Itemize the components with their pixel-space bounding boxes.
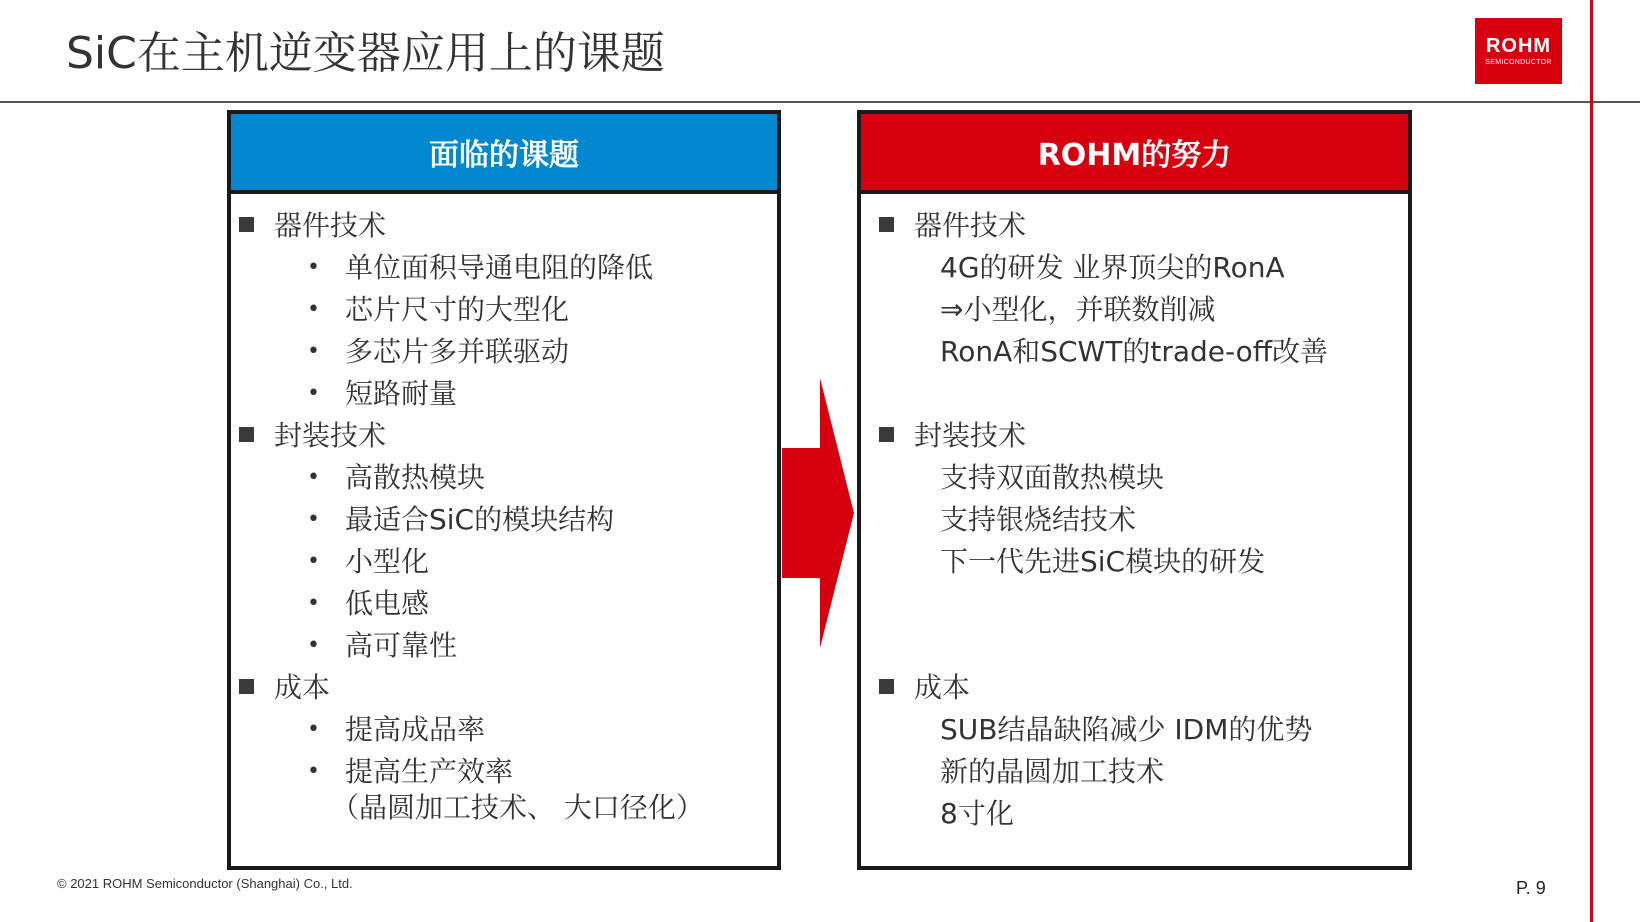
logo-main-text: ROHM (1485, 35, 1552, 57)
list-item: 新的晶圆加工技术 (940, 755, 1165, 788)
right-arrow-icon (782, 378, 854, 648)
square-bullet-icon (239, 679, 254, 694)
dot-bullet-icon: • (307, 255, 320, 280)
list-item: RonA和SCWT的trade-off改善 (940, 335, 1329, 368)
dot-bullet-icon: • (307, 297, 320, 322)
list-item-note: （晶圆加工技术、 大口径化） (331, 791, 704, 824)
list-item: ⇒小型化，并联数削减 (940, 293, 1216, 326)
dot-bullet-icon: • (307, 339, 320, 364)
section-heading: 器件技术 (879, 208, 1026, 244)
dot-bullet-icon: • (307, 465, 320, 490)
section-heading: 封装技术 (879, 418, 1026, 454)
square-bullet-icon (239, 217, 254, 232)
list-item: 支持双面散热模块 (940, 461, 1165, 494)
copyright-footer: © 2021 ROHM Semiconductor (Shanghai) Co., Ltd. (57, 876, 353, 891)
title-divider (0, 101, 1640, 103)
challenges-panel: 面临的课题 器件技术 • 单位面积导通电阻的降低 • 芯片尺寸的大型化 • 多芯片多并联驱动 • 短路耐量 封装技术 • 高散热模块 • 最适合SiC的模块结构 • 小型化 • 低电感 • 高可靠性 成本 • 提高成品率 • 提高生产效率 （晶圆加工技术、 大口径化） (227, 110, 781, 870)
square-bullet-icon (879, 427, 894, 442)
challenges-heading: 面临的课题 (231, 114, 777, 194)
rohm-logo (1475, 18, 1562, 84)
dot-bullet-icon: • (307, 633, 320, 658)
page-title: SiC在主机逆变器应用上的课题 (66, 28, 665, 79)
list-item: 下一代先进SiC模块的研发 (940, 545, 1266, 578)
dot-bullet-icon: • (307, 717, 320, 742)
square-bullet-icon (879, 217, 894, 232)
list-item: 4G的研发 业界顶尖的RonA (940, 251, 1285, 284)
dot-bullet-icon: • (307, 549, 320, 574)
right-edge-divider (1590, 0, 1593, 922)
list-item: SUB结晶缺陷减少 IDM的优势 (940, 713, 1313, 746)
page-number: P. 9 (1516, 878, 1546, 898)
section-heading: 成本 (879, 670, 970, 706)
rohm-efforts-panel (857, 110, 1412, 870)
logo-sub-text: SEMICONDUCTOR (1485, 59, 1552, 66)
dot-bullet-icon: • (307, 591, 320, 616)
dot-bullet-icon: • (307, 759, 320, 784)
square-bullet-icon (239, 427, 254, 442)
section-heading: 封装技术 (239, 418, 386, 454)
rohm-efforts-heading: ROHM的努力 (861, 114, 1408, 194)
list-item: 支持银烧结技术 (940, 503, 1137, 536)
list-item: 8寸化 (940, 797, 1014, 830)
dot-bullet-icon: • (307, 507, 320, 532)
section-heading: 器件技术 (239, 208, 386, 244)
square-bullet-icon (879, 679, 894, 694)
dot-bullet-icon: • (307, 381, 320, 406)
section-heading: 成本 (239, 670, 330, 706)
